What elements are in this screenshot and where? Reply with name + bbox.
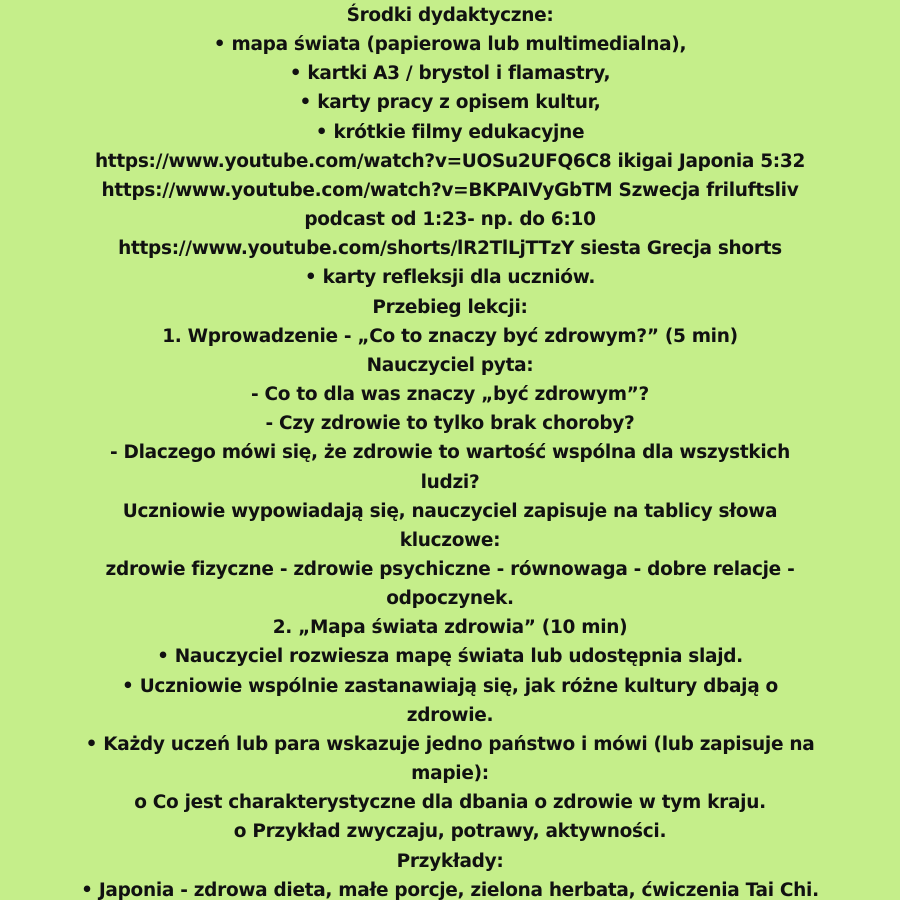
question-3: - Dlaczego mówi się, że zdrowie to wartość wspólna dla wszystkich (110, 442, 790, 464)
video-link-siesta[interactable]: https://www.youtube.com/shorts/lR2TlLjTTzY siesta Grecja shorts (118, 238, 782, 260)
students-respond-text: Uczniowie wypowiadają się, nauczyciel zapisuje na tablicy słowa (122, 500, 778, 522)
step-2-item-2: • Uczniowie wspólnie zastanawiają się, jak różne kultury dbają o (122, 675, 778, 697)
sub-item-characteristic: o Co jest charakterystyczne dla dbania o zdrowie w tym kraju. (134, 792, 766, 814)
step-2-item-3-continued: mapie): (411, 763, 489, 785)
list-item-a3-sheets: • kartki A3 / brystol i flamastry, (289, 63, 611, 85)
keywords-list: zdrowie fizyczne - zdrowie psychiczne - równowaga - dobre relacje - (105, 558, 795, 580)
step-2-item-3: • Każdy uczeń lub para wskazuje jedno państwo i mówi (lub zapisuje na (85, 733, 815, 755)
examples-heading: Przykłady: (396, 850, 504, 872)
example-japan: • Japonia - zdrowa dieta, małe porcje, zielona herbata, ćwiczenia Tai Chi. (81, 879, 819, 900)
section-heading-teaching-aids: Środki dydaktyczne: (346, 5, 554, 26)
question-1: - Co to dla was znaczy „być zdrowym”? (251, 384, 649, 406)
video-link-ikigai[interactable]: https://www.youtube.com/watch?v=UOSu2UFQ6C8 ikigai Japonia 5:32 (94, 150, 806, 172)
keywords-list-continued: odpoczynek. (386, 588, 514, 610)
step-2-item-1: • Nauczyciel rozwiesza mapę świata lub udostępnia slajd. (157, 646, 743, 668)
list-item-reflection-cards: • karty refleksji dla uczniów. (304, 267, 596, 289)
list-item-short-films: • krótkie filmy edukacyjne (315, 121, 585, 143)
section-heading-lesson-flow: Przebieg lekcji: (372, 296, 528, 318)
video-link-friluftsliv[interactable]: https://www.youtube.com/watch?v=BKPAIVyGbTM Szwecja friluftsliv (101, 179, 799, 201)
video-link-friluftsliv-note: podcast od 1:23- np. do 6:10 (304, 209, 596, 231)
students-respond-text-continued: kluczowe: (399, 529, 501, 551)
question-3-continued: ludzi? (420, 471, 480, 493)
step-2-heading: 2. „Mapa świata zdrowia” (10 min) (272, 617, 628, 639)
lesson-plan-text (0, 1, 900, 900)
list-item-world-map: • mapa świata (papierowa lub multimedialna), (213, 34, 687, 56)
sub-item-example: o Przykład zwyczaju, potrawy, aktywności. (233, 821, 667, 843)
step-2-item-2-continued: zdrowie. (406, 704, 494, 726)
teacher-asks-label: Nauczyciel pyta: (366, 354, 534, 376)
list-item-worksheets: • karty pracy z opisem kultur, (299, 92, 601, 114)
question-2: - Czy zdrowie to tylko brak choroby? (265, 413, 635, 435)
step-1-heading: 1. Wprowadzenie - „Co to znaczy być zdrowym?” (5 min) (162, 325, 738, 347)
